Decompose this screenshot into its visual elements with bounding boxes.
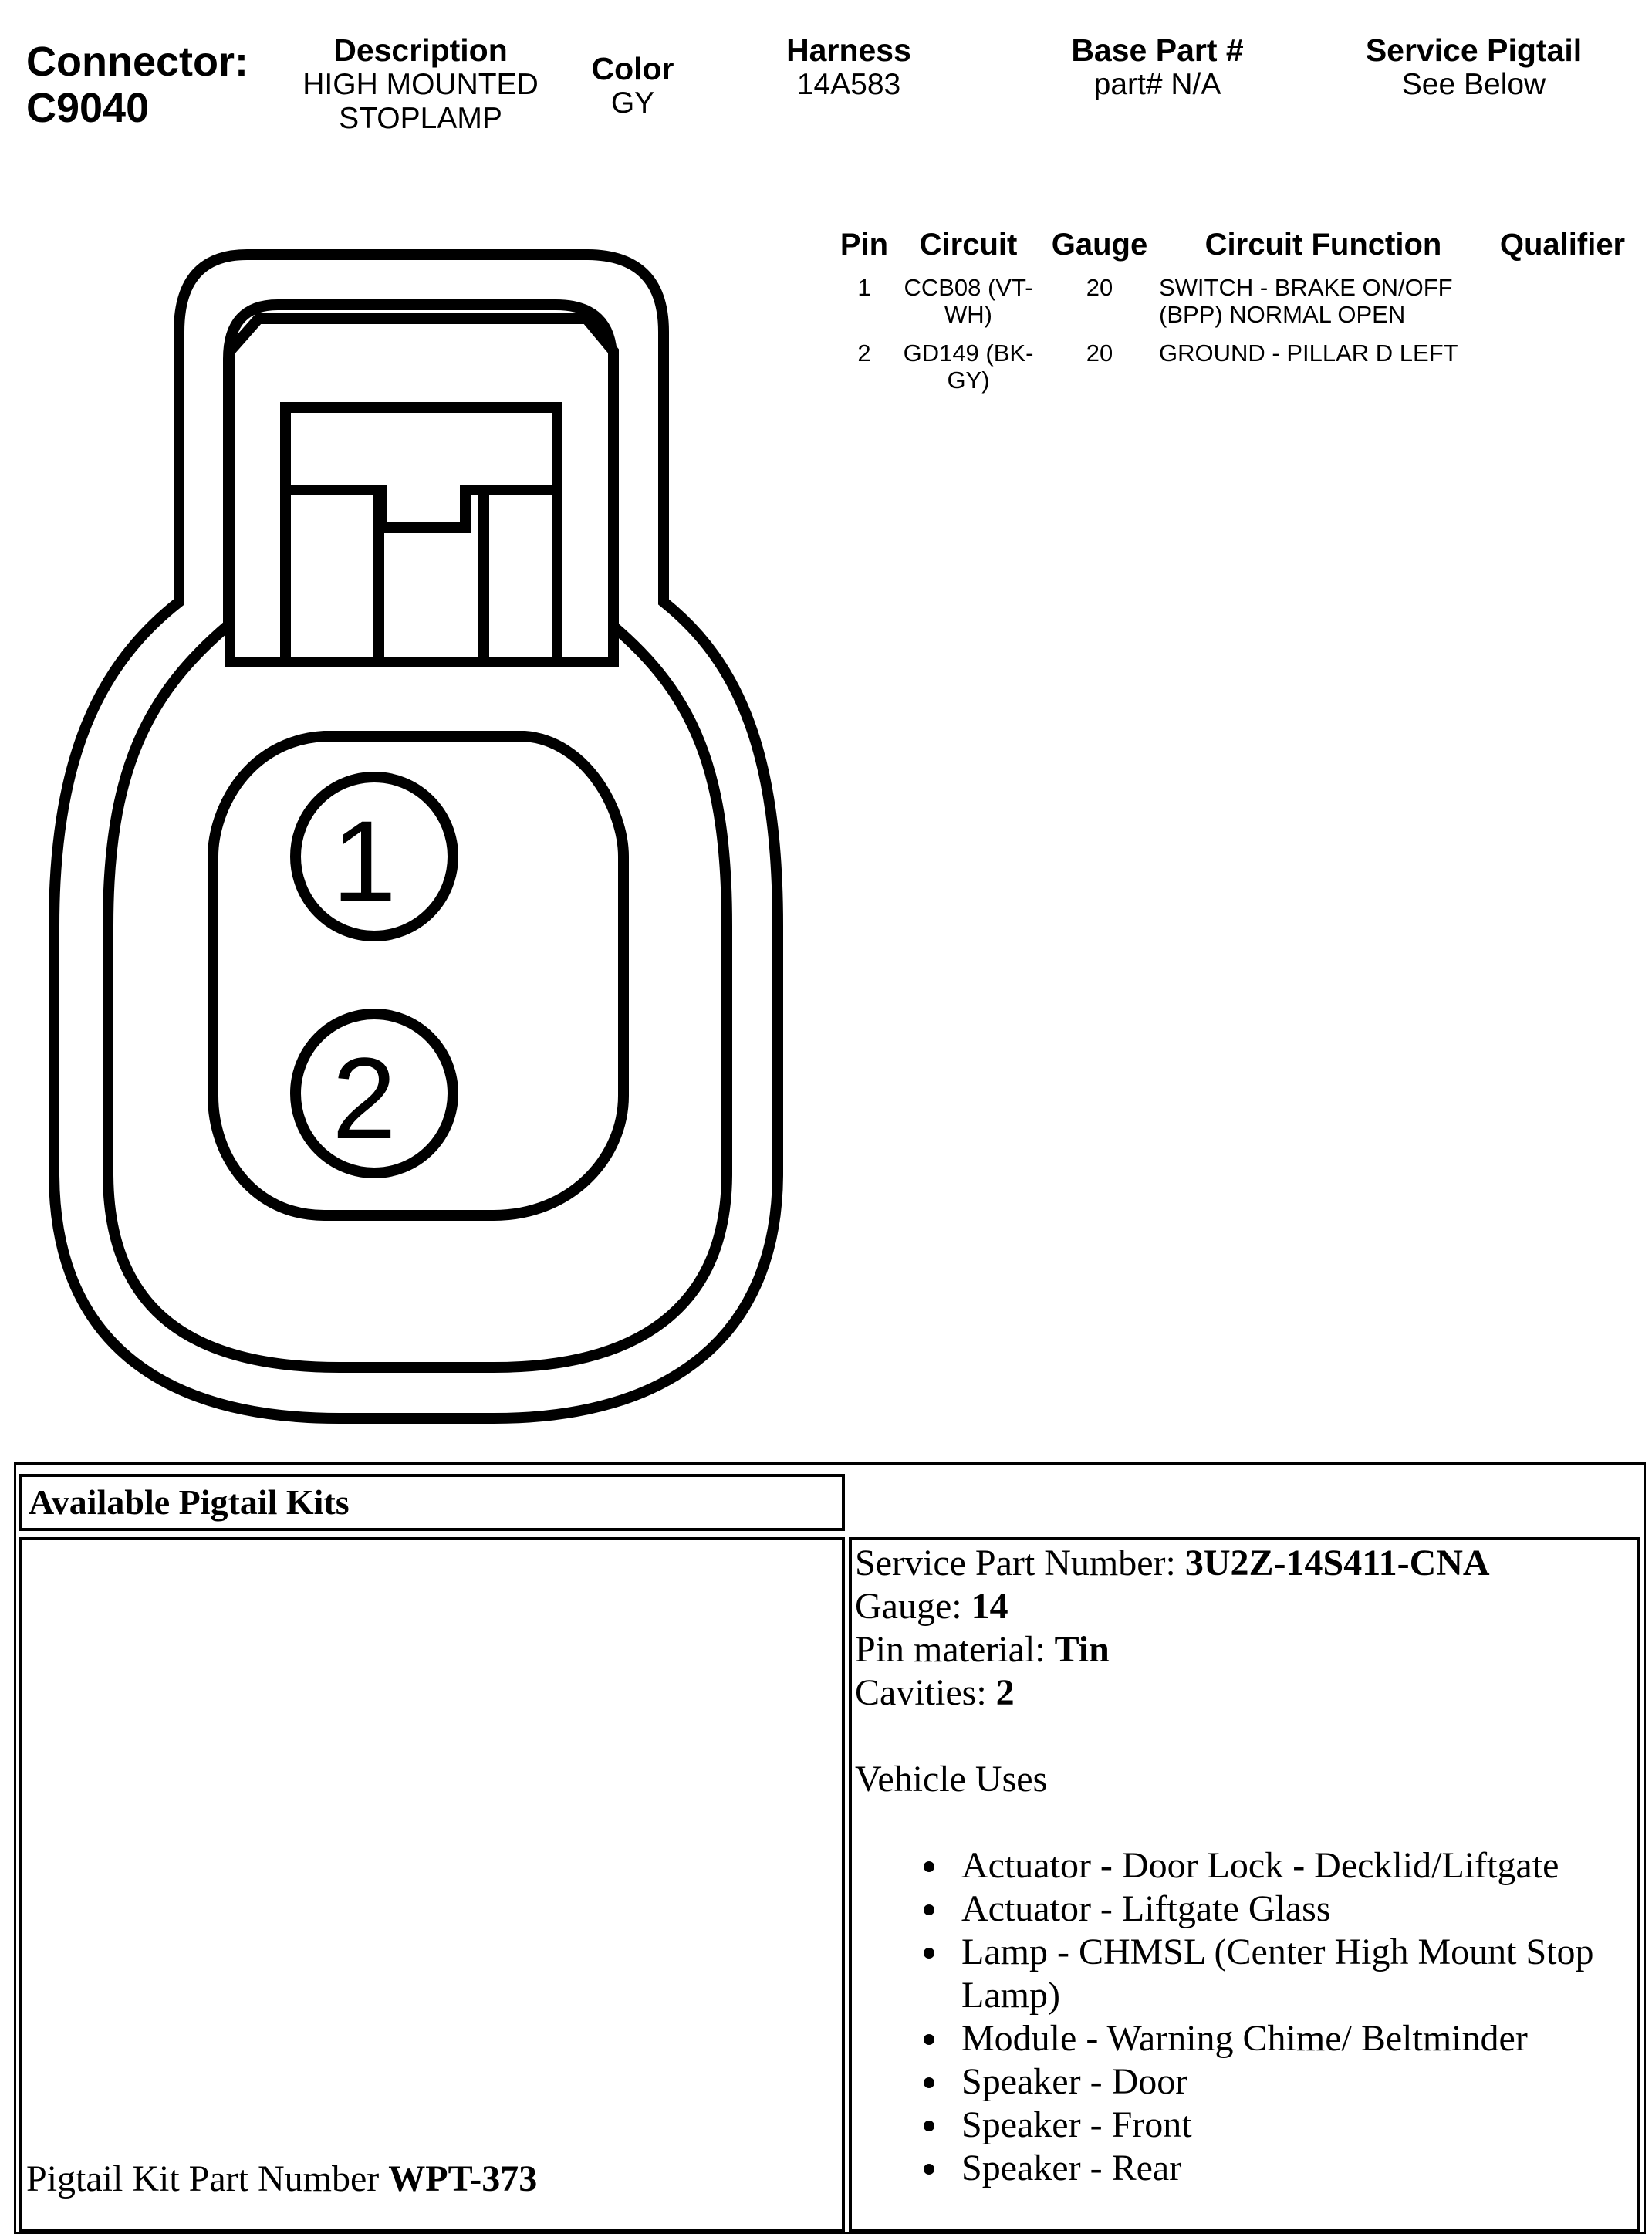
base-part-value: part# N/A — [1093, 68, 1221, 101]
pigtail-title: Available Pigtail Kits — [29, 1482, 350, 1522]
cavities-line — [855, 1671, 1634, 1715]
connector-face-diagram — [0, 232, 818, 1435]
vehicle-uses-label: Vehicle Uses — [855, 1759, 1048, 1800]
pin-row-1-function-line1: SWITCH - BRAKE ON/OFF — [1159, 274, 1453, 301]
vehicle-use-item: • Actuator - Liftgate Glass — [951, 1888, 1634, 1931]
pin-material-line — [855, 1628, 1634, 1671]
pigtail-kit-label: Pigtail Kit Part Number — [26, 2158, 389, 2199]
connector-cavity-block — [213, 736, 623, 1215]
pigtail-details — [855, 1542, 1634, 2190]
vehicle-uses-list — [855, 1844, 1634, 2190]
cavity-1-label: 1 — [332, 796, 397, 926]
pin-row-2-function-line1: GROUND - PILLAR D LEFT — [1159, 340, 1458, 367]
cavity-2-label: 2 — [332, 1033, 397, 1163]
pin-row-1-circuit-line2: WH) — [944, 301, 992, 328]
service-pigtail-label: Service Pigtail — [1365, 32, 1583, 68]
pigtail-kit-number: WPT-373 — [388, 2158, 538, 2199]
header-service-pigtail — [1312, 32, 1636, 102]
pin-row-2-circuit-line2: GY) — [947, 367, 990, 394]
connector-header — [26, 39, 248, 131]
pin-header-circuit: Circuit — [919, 228, 1018, 262]
pigtail-kit-line — [26, 2158, 537, 2200]
pin-row-1-pin: 1 — [857, 274, 871, 301]
vehicle-use-item: • Module - Warning Chime/ Beltminder — [951, 2017, 1634, 2060]
vehicle-use-item: • Speaker - Front — [951, 2104, 1634, 2147]
service-pigtail-value: See Below — [1401, 68, 1546, 101]
gauge-line — [855, 1585, 1634, 1628]
pin-header-pin: Pin — [840, 228, 889, 262]
pin-row-2-pin: 2 — [857, 340, 871, 367]
pin-row-1-function — [1159, 274, 1475, 328]
gauge-value: 14 — [971, 1586, 1008, 1627]
description-value-line1: HIGH MOUNTED — [302, 68, 539, 101]
pin-row-2-function — [1159, 340, 1475, 367]
pin-material-value: Tin — [1054, 1629, 1110, 1670]
gauge-label: Gauge: — [855, 1586, 971, 1627]
harness-label: Harness — [786, 32, 911, 68]
service-part-value: 3U2Z-14S411-CNA — [1184, 1543, 1490, 1583]
connector-label: Connector: — [26, 39, 248, 85]
description-value-line2: STOPLAMP — [339, 102, 502, 135]
pin-row-2-gauge: 20 — [1086, 340, 1113, 367]
description-label: Description — [333, 32, 508, 68]
connector-id: C9040 — [26, 85, 150, 131]
pin-row-1-function-line2: (BPP) NORMAL OPEN — [1159, 301, 1406, 328]
base-part-label: Base Part # — [1071, 32, 1244, 68]
pin-header-function: Circuit Function — [1204, 228, 1442, 262]
color-label: Color — [591, 51, 674, 86]
header-color — [556, 51, 710, 120]
cavities-value: 2 — [995, 1672, 1015, 1713]
pin-row-1-gauge: 20 — [1086, 274, 1113, 301]
vehicle-use-item: • Speaker - Door — [951, 2060, 1634, 2104]
header-description — [266, 32, 575, 136]
pin-material-label: Pin material: — [855, 1629, 1055, 1670]
pin-row-1-circuit — [895, 274, 1042, 328]
vehicle-use-item: • Speaker - Rear — [951, 2147, 1634, 2190]
pin-row-1-circuit-line1: CCB08 (VT- — [904, 274, 1033, 301]
pin-header-qualifier: Qualifier — [1499, 228, 1626, 262]
harness-value: 14A583 — [796, 68, 901, 101]
vehicle-use-item: • Actuator - Door Lock - Decklid/Liftgate — [951, 1844, 1634, 1888]
vehicle-use-item: • Lamp - CHMSL (Center High Mount Stop Lamp) — [951, 1931, 1634, 2017]
pigtail-title-cell — [19, 1474, 845, 1531]
pin-row-2-circuit — [895, 340, 1042, 394]
pigtail-left-cell — [19, 1537, 845, 2232]
color-value: GY — [610, 86, 655, 120]
pin-row-2-circuit-line1: GD149 (BK- — [903, 340, 1034, 367]
service-part-label: Service Part Number: — [855, 1543, 1185, 1583]
service-part-line — [855, 1542, 1634, 1585]
cavities-label: Cavities: — [855, 1672, 996, 1713]
pin-header-gauge: Gauge — [1051, 228, 1148, 262]
header-harness — [714, 32, 984, 102]
header-base-part — [1003, 32, 1312, 102]
